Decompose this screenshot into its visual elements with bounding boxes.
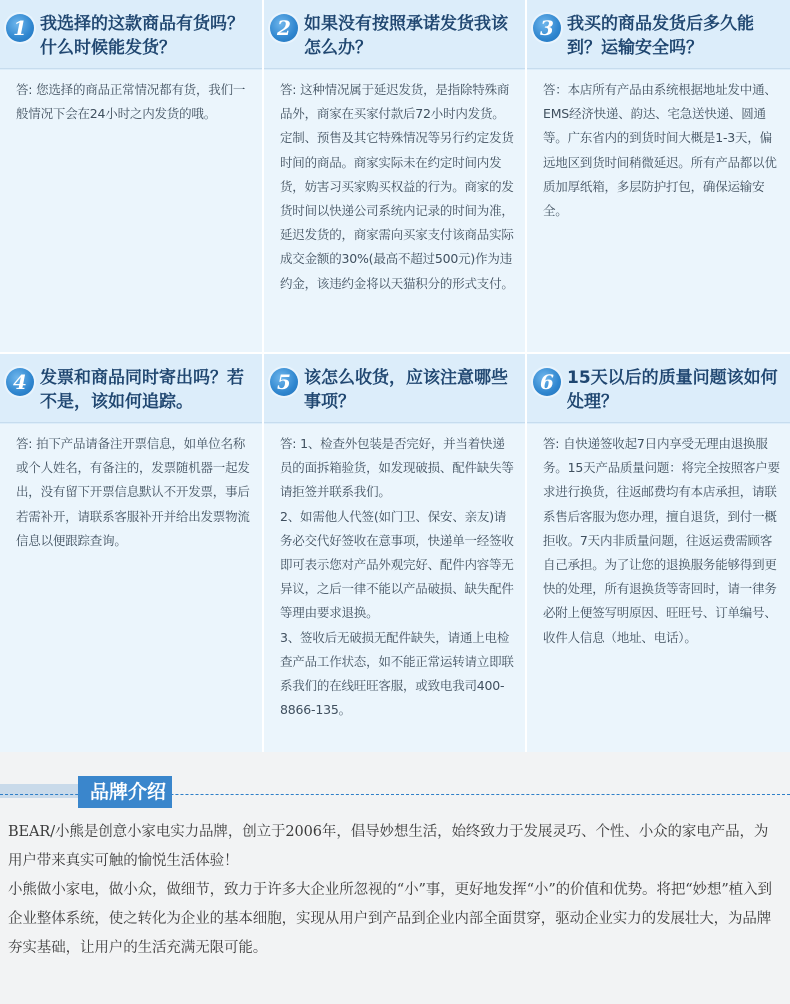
number-badge-icon: 1 xyxy=(6,14,34,42)
answer-paragraph: 答: 拍下产品请备注开票信息，如单位名称或个人姓名，有备注的，发票随机器一起发出，没有留下开票信息默认不开发票，事后若需补开，请联系客服补开并给出发票物流信息以便跟踪查询。 xyxy=(16,436,250,548)
heading-stripe xyxy=(0,784,78,798)
faq-question: 我买的商品发货后多久能到？运输安全吗？ xyxy=(567,14,754,58)
answer-paragraph: 3、签收后无破损无配件缺失，请通上电检查产品工作状态，如不能正常运转请立即联系我们的在线旺旺客服，或致电我司400-8866-135。 xyxy=(280,629,514,718)
faq-answer xyxy=(16,432,252,553)
faq-header xyxy=(0,354,262,423)
faq-cell-1 xyxy=(0,0,262,352)
faq-answer xyxy=(280,78,515,296)
faq-header xyxy=(264,0,525,69)
faq-cell-6 xyxy=(527,354,790,752)
answer-paragraph: 答: 1、检查外包装是否完好，并当着快递员的面拆箱验货，如发现破损、配件缺失等请拒签并联系我们。 xyxy=(280,436,514,500)
number-badge-icon: 5 xyxy=(270,368,298,396)
faq-answer xyxy=(543,432,780,650)
answer-paragraph: 2、如需他人代签(如门卫、保安、亲友)请务必交代好签收在意事项，快递单一经签收即可表示您对产品外观完好、配件内容等无异议，之后一律不能以产品破损、缺失配件等理由要求退换。 xyxy=(280,508,514,621)
faq-cell-5 xyxy=(264,354,525,752)
answer-paragraph: 答: 您选择的商品正常情况都有货，我们一般情况下会在24小时之内发货的哦。 xyxy=(16,82,246,122)
faq-question: 15天以后的质量问题该如何处理？ xyxy=(567,368,778,412)
number-badge-icon: 4 xyxy=(6,368,34,396)
faq-answer xyxy=(280,432,515,722)
brand-section xyxy=(0,752,790,1004)
faq-question: 该怎么收货，应该注意哪些事项？ xyxy=(304,368,508,412)
faq-question: 发票和商品同时寄出吗？若不是，该如何追踪。 xyxy=(40,368,244,412)
faq-header xyxy=(527,354,790,423)
number-badge-icon: 2 xyxy=(270,14,298,42)
faq-question: 我选择的这款商品有货吗？什么时候能发货？ xyxy=(40,14,244,58)
answer-paragraph: 答: 自快递签收起7日内享受无理由退换服务。15天产品质量问题：将完全按照客户要求进行换货，往返邮费均有本店承担，请联系售后客服为您办理，擅自退货，到付一概拒收。7天内非质量问题，往返运费需顾客自己承担。为了让您的退换服务能够得到更快的处理，所有退换货等寄回时，请一律务必附上便签写明原因、旺旺号、订单编号、收件人信息（地址、电话）。 xyxy=(543,436,780,645)
faq-answer xyxy=(543,78,780,223)
number-badge-icon: 3 xyxy=(533,14,561,42)
faq-cell-4 xyxy=(0,354,262,752)
faq-answer xyxy=(16,78,252,126)
faq-header xyxy=(264,354,525,423)
faq-cell-2 xyxy=(264,0,525,352)
faq-question: 如果没有按照承诺发货我该怎么办？ xyxy=(304,14,508,58)
faq-cell-3 xyxy=(527,0,790,352)
brand-paragraph: 小熊做小家电，做小众，做细节，致力于许多大企业所忽视的“小”事，更好地发挥“小”的价值和优势。将把“妙想”植入到企业整体系统，使之转化为企业的基本细胞，实现从用户到产品到企业内部全面贯穿，驱动企业实力的发展壮大，为品牌夯实基础，让用户的生活充满无限可能。 xyxy=(8,882,772,956)
answer-paragraph: 答：本店所有产品由系统根据地址发中通、EMS经济快递、韵达、宅急送快递、圆通等。广东省内的到货时间大概是1-3天，偏远地区到货时间稍微延迟。所有产品都以优质加厚纸箱，多层防护打包，确保运输安全。 xyxy=(543,82,777,219)
number-badge-icon: 6 xyxy=(533,368,561,396)
brand-heading: 品牌介绍 xyxy=(78,776,172,808)
faq-header xyxy=(0,0,262,69)
brand-paragraph: BEAR/小熊是创意小家电实力品牌，创立于2006年，倡导妙想生活，始终致力于发展灵巧、个性、小众的家电产品，为用户带来真实可触的愉悦生活体验！ xyxy=(8,824,769,869)
faq-header xyxy=(527,0,790,69)
brand-description xyxy=(8,818,782,963)
answer-paragraph: 答: 这种情况属于延迟发货，是指除特殊商品外，商家在买家付款后72小时内发货。定制、预售及其它特殊情况等另行约定发货时间的商品。商家实际未在约定时间内发货，妨害习买家购买权益的行为。商家的发货时间以快递公司系统内记录的时间为准，延迟发货的，商家需向买家支付该商品实际成交金额的30%(最高不超过500元)作为违约金，该违约金将以天猫积分的形式支付。 xyxy=(280,82,514,291)
